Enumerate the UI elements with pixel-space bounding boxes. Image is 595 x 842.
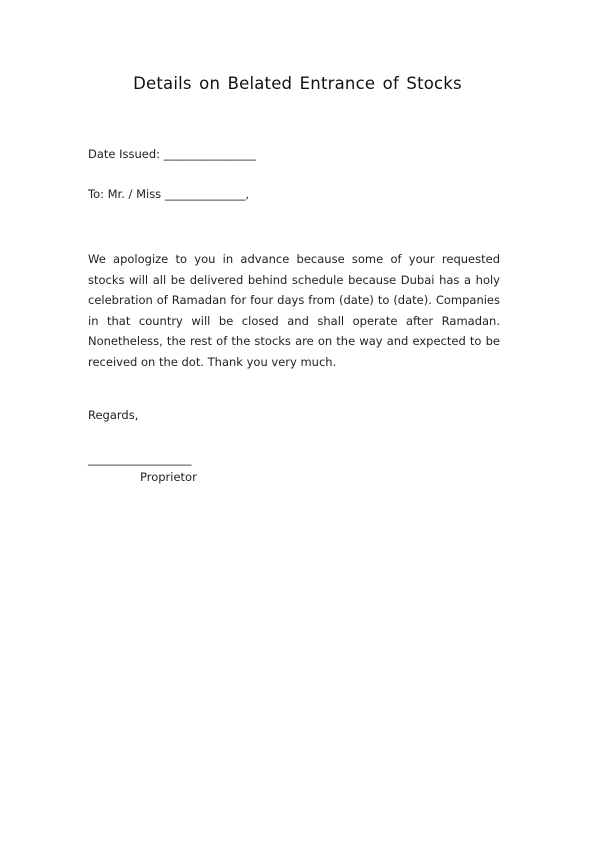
document-title: Details on Belated Entrance of Stocks: [133, 74, 462, 93]
recipient-line: To: Mr. / Miss ______________,: [88, 187, 249, 201]
letter-body: We apologize to you in advance because some of your requested stocks will all be delivered behind schedule because Dubai has a holy celebration of Ramadan for four days from (date) to (date). Companies in that country will be closed and shall operate after Ramadan. Nonetheless, the rest of the stocks are on the way and expected to be received on the dot. Thank you very much.: [88, 252, 500, 369]
signature-title: Proprietor: [140, 470, 197, 484]
closing-text: Regards,: [88, 408, 139, 422]
date-issued-line: Date Issued: ________________: [88, 147, 256, 161]
signature-line: __________________: [88, 452, 192, 466]
